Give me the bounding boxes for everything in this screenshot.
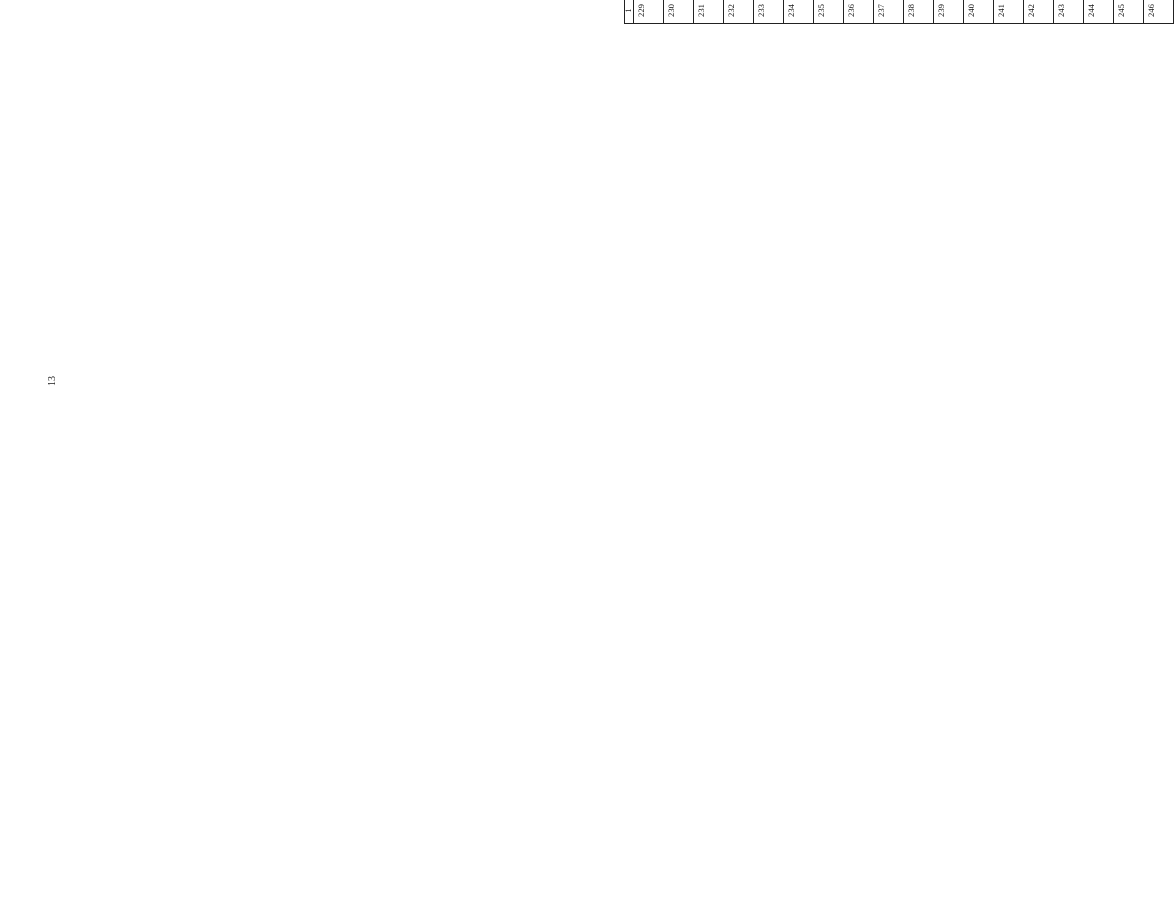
row-number-cell: 234	[784, 0, 814, 24]
table-row	[754, 0, 784, 24]
table-row	[964, 0, 994, 24]
row-number-cell: 246	[1144, 0, 1174, 24]
row-number-cell: 230	[664, 0, 694, 24]
table-row	[664, 0, 694, 24]
row-number-cell: 242	[1024, 0, 1054, 24]
table-row	[1084, 0, 1114, 24]
row-number-cell: 238	[904, 0, 934, 24]
row-number-cell: 239	[934, 0, 964, 24]
row-number-cell: 245	[1114, 0, 1144, 24]
table-row	[844, 0, 874, 24]
table-row	[814, 0, 844, 24]
page-number: 13	[47, 376, 58, 386]
housing-table-body	[625, 0, 1174, 24]
table-row	[784, 0, 814, 24]
row-number-cell: 231	[694, 0, 724, 24]
table-row	[1144, 0, 1174, 24]
table-row	[1024, 0, 1054, 24]
table-row	[724, 0, 754, 24]
table-row	[694, 0, 724, 24]
row-number-cell: 233	[754, 0, 784, 24]
row-number-cell: 229	[634, 0, 664, 24]
row-number-cell: 237	[874, 0, 904, 24]
column-number-row	[625, 0, 634, 24]
housing-table	[624, 0, 1174, 24]
column-number-1: 1	[625, 0, 634, 24]
table-row	[874, 0, 904, 24]
table-row	[1114, 0, 1144, 24]
table-row	[634, 0, 664, 24]
row-number-cell: 236	[844, 0, 874, 24]
row-number-cell: 232	[724, 0, 754, 24]
row-number-cell: 243	[1054, 0, 1084, 24]
row-number-cell: 241	[994, 0, 1024, 24]
table-row	[1054, 0, 1084, 24]
row-number-cell: 235	[814, 0, 844, 24]
table-row	[934, 0, 964, 24]
row-number-cell: 244	[1084, 0, 1114, 24]
table-row	[994, 0, 1024, 24]
row-number-cell: 240	[964, 0, 994, 24]
table-row	[904, 0, 934, 24]
rotated-table-wrapper	[624, 0, 1174, 24]
